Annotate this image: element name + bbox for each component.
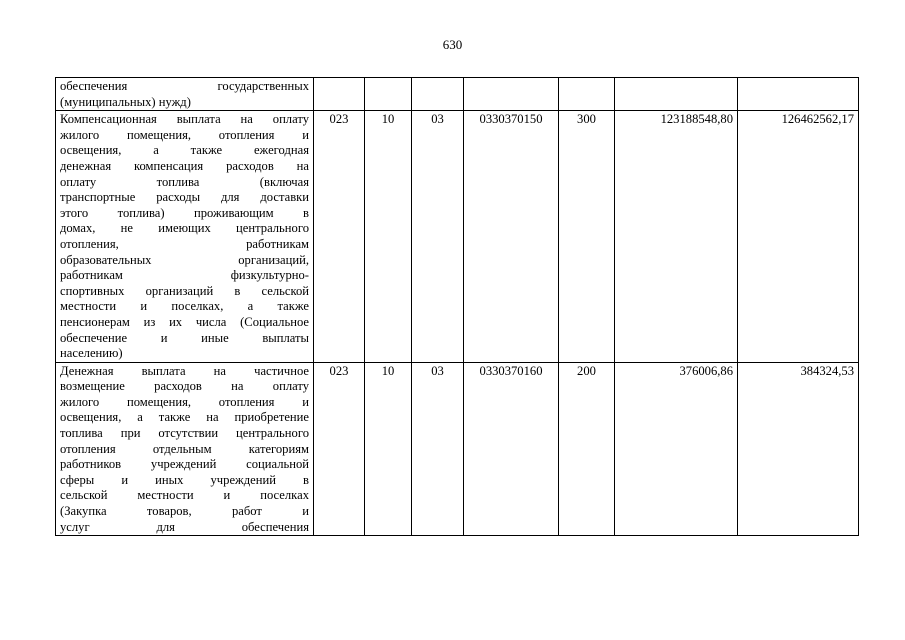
description-line: топлива при отсутствии центрального <box>60 426 309 441</box>
ministry-code-cell: 023 <box>314 362 365 536</box>
description-line: сферы и иных учреждений в <box>60 472 309 487</box>
description-line: оплату топлива (включая <box>60 174 309 189</box>
amount-year2-cell: 126462562,17 <box>738 111 859 363</box>
description-line: местности и поселках, а также <box>60 299 309 314</box>
description-line: жилого помещения, отопления и <box>60 127 309 142</box>
description-line: жилого помещения, отопления и <box>60 394 309 409</box>
section-code-cell: 10 <box>365 111 412 363</box>
description-line: домах, не имеющих центрального <box>60 221 309 236</box>
description-cell <box>56 78 314 111</box>
description-line: (муниципальных) нужд) <box>60 94 191 109</box>
expense-type-cell: 300 <box>559 111 615 363</box>
ministry-code-cell: 023 <box>314 111 365 363</box>
ministry-code-cell <box>314 78 365 111</box>
description-line: освещения, а также на приобретение <box>60 410 309 425</box>
description-line: работников учреждений социальной <box>60 457 309 472</box>
description-line: обеспечение и иные выплаты <box>60 330 309 345</box>
target-article-cell: 0330370160 <box>464 362 559 536</box>
description-line: (Закупка товаров, работ и <box>60 504 309 519</box>
description-line: освещения, а также ежегодная <box>60 143 309 158</box>
section-code-cell <box>365 78 412 111</box>
description-line: услуг для обеспечения <box>60 519 309 534</box>
table-row <box>56 78 859 111</box>
expense-type-cell <box>559 78 615 111</box>
table-row <box>56 111 859 363</box>
description-line: денежная компенсация расходов на <box>60 158 309 173</box>
description-line: Компенсационная выплата на оплату <box>60 112 309 127</box>
description-line: пенсионерам из их числа (Социальное <box>60 314 309 329</box>
section-code-cell: 10 <box>365 362 412 536</box>
description-line: возмещение расходов на оплату <box>60 379 309 394</box>
page-number: 630 <box>442 37 463 52</box>
amount-year2-cell: 384324,53 <box>738 362 859 536</box>
description-line: отопления, работникам <box>60 236 309 251</box>
table-body <box>56 78 859 536</box>
description-line: транспортные расходы для доставки <box>60 190 309 205</box>
target-article-cell: 0330370150 <box>464 111 559 363</box>
description-line: обеспечения государственных <box>60 79 309 93</box>
description-line: спортивных организаций в сельской <box>60 283 309 298</box>
description-line: сельской местности и поселках <box>60 488 309 503</box>
amount-year1-cell: 123188548,80 <box>615 111 738 363</box>
subsection-code-cell <box>412 78 464 111</box>
subsection-code-cell: 03 <box>412 111 464 363</box>
description-cell <box>56 111 314 363</box>
description-cell <box>56 362 314 536</box>
description-line: этого топлива) проживающим в <box>60 205 309 220</box>
amount-year1-cell <box>615 78 738 111</box>
description-line: отопления отдельным категориям <box>60 441 309 456</box>
expense-type-cell: 200 <box>559 362 615 536</box>
description-line: Денежная выплата на частичное <box>60 363 309 378</box>
target-article-cell <box>464 78 559 111</box>
table-row <box>56 362 859 536</box>
amount-year1-cell: 376006,86 <box>615 362 738 536</box>
description-line: населению) <box>60 346 123 361</box>
amount-year2-cell <box>738 78 859 111</box>
subsection-code-cell: 03 <box>412 362 464 536</box>
description-line: образовательных организаций, <box>60 252 309 267</box>
budget-table <box>55 77 859 536</box>
description-line: работникам физкультурно- <box>60 268 309 283</box>
